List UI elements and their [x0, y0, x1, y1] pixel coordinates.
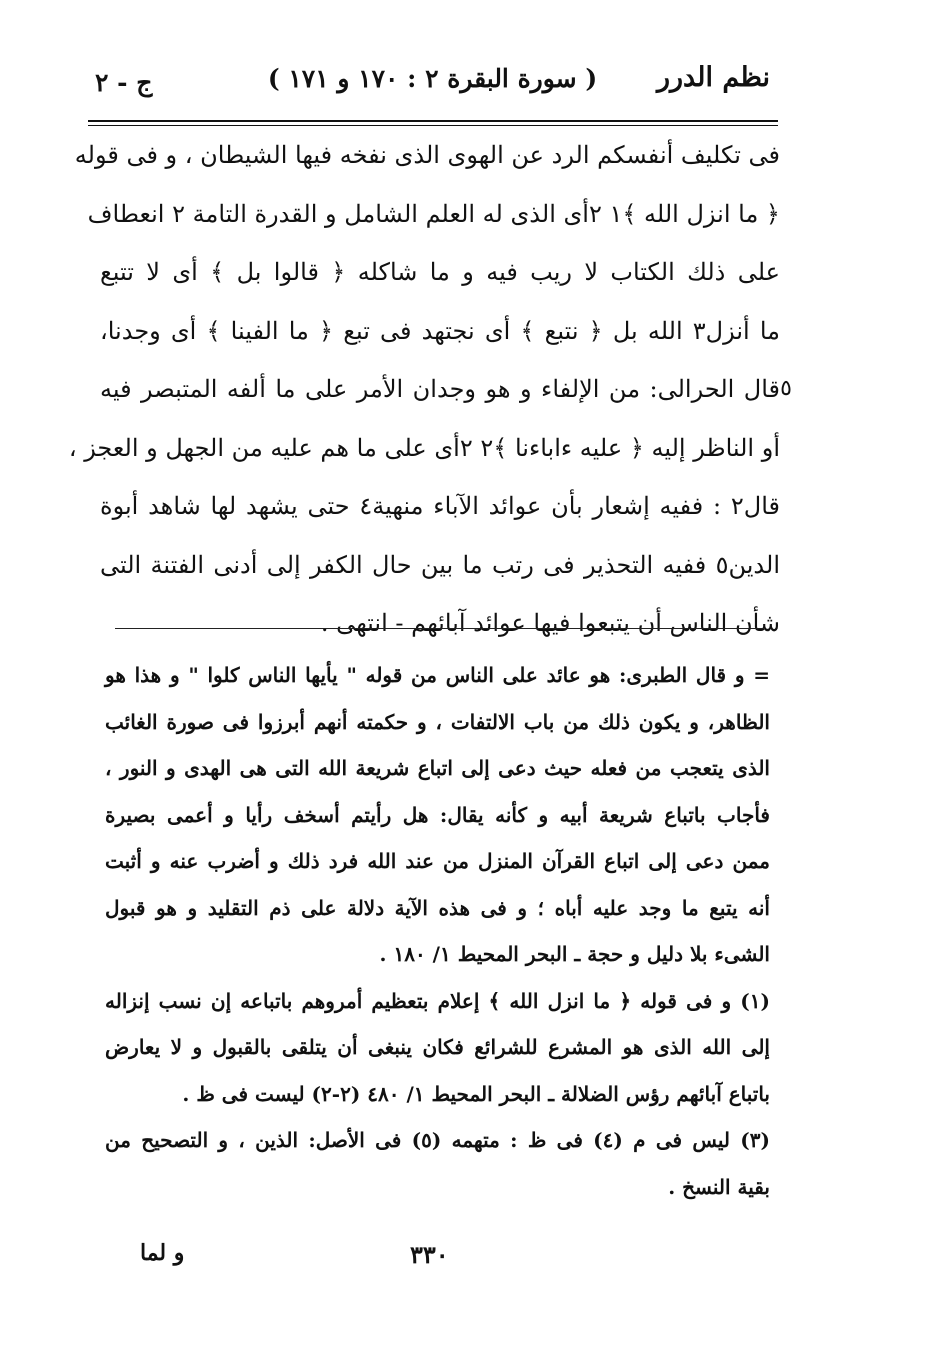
footnote-line: الذى يتعجب من فعله حيث دعى إلى اتباع شريعة الله التى هى الهدى و النور ، — [105, 756, 770, 780]
main-line: قال٢ : ففيه إشعار بأن عوائد الآباء منهية٤ حتى يشهد لها شاهد أبوة — [100, 492, 780, 520]
main-line: الدين٥ ففيه التحذير فى رتب ما بين حال الكفر إلى أدنى الفتنة التى — [100, 550, 780, 579]
main-line: فى تكليف أنفسكم الرد عن الهوى الذى نفخه فيها الشيطان ، و فى قوله — [74, 141, 780, 169]
footnote-line: باتباع آبائهم رؤس الضلالة ـ البحر المحيط ١/ ٤٨٠ (٢-٢) ليست فى ظ . — [182, 1081, 770, 1106]
main-line: على ذلك الكتاب لا ريب فيه و ما شاكله ﴿ قالوا بل ﴾ أى لا تتبع — [100, 258, 780, 286]
surah-reference: ( سورة البقرة ٢ : ١٧٠ و ١٧١ ) — [267, 64, 598, 93]
page-number: ٣٣٠ — [410, 1240, 449, 1269]
main-line: شأن الناس أن يتبعوا فيها عوائد آبائهم - انتهى . — [320, 609, 780, 637]
catchword: و لما — [140, 1240, 185, 1266]
footnote-line: ممن دعى إلى اتباع القرآن المنزل من عند الله فرد ذلك و أضرب عنه و أثبت — [105, 849, 770, 873]
footnote-line: (٣) ليس فى م (٤) فى ظ : متهمه (٥) فى الأصل: الذين ، و التصحيح من — [105, 1128, 770, 1152]
footnotes — [105, 652, 770, 1210]
book-title: نظم الدرر — [656, 62, 770, 93]
footnote-line: الشىء بلا دليل و حجة ـ البحر المحيط ١/ ١٨٠ . — [379, 942, 770, 966]
footnote-continuation — [105, 652, 770, 978]
main-text — [68, 126, 792, 653]
footnote-line: فأجاب باتباع شريعة أبيه و كأنه يقال: هل رأيتم أسخف رأيا و أعمى بصيرة — [105, 802, 770, 827]
main-line: أو الناظر إليه ﴿ عليه ءاباءنا ﴾٢ ٢أى على ما هم عليه من الجهل و العجز ، — [68, 433, 780, 462]
footnote-separator — [115, 628, 765, 629]
footnote-line: أنه يتبع ما وجد عليه أباه ؛ و فى هذه الآية دلالة على ذم التقليد و هو قبول — [105, 895, 770, 920]
main-line: ﴿ ما انزل الله ﴾١ ٢أى الذى له العلم الشامل و القدرة التامة ٢ انعطاف — [87, 199, 780, 228]
footnote-3 — [105, 1117, 770, 1210]
footnote-line: الظاهر، و يكون ذلك من باب الالتفات ، و حكمته أنهم أبرزوا فى صورة الغائب — [105, 709, 770, 734]
footnote-line: إلى الله الذى هو المشرع للشرائع فكان ينبغى أن يتلقى بالقبول و لا يعارض — [105, 1035, 770, 1059]
footnote-line: بقية النسخ . — [668, 1174, 770, 1199]
page-footer — [140, 1240, 740, 1280]
volume-number: ج - ٢ — [95, 68, 153, 97]
footnote-1 — [105, 978, 770, 1118]
footnote-line: = و قال الطبرى: هو عائد على الناس من قوله " يأيها الناس كلوا " و هذا هو — [105, 663, 770, 687]
line-marker: ٥ — [780, 376, 792, 401]
running-header — [95, 58, 770, 108]
main-line: ما أنزل٣ الله بل ﴿ نتبع ﴾ أى نجتهد فى تبع ﴿ ما الفينا ﴾ أى وجدنا، — [100, 316, 780, 345]
footnote-line: (١) و فى قوله ﴿ ما انزل الله ﴾ إعلام بتعظيم أمروهم باتباعه إن نسب إنزاله — [105, 988, 770, 1013]
main-line: قال الحرالى: من الإلفاء و هو وجدان الأمر على ما ألفه المتبصر فيه — [100, 375, 780, 403]
